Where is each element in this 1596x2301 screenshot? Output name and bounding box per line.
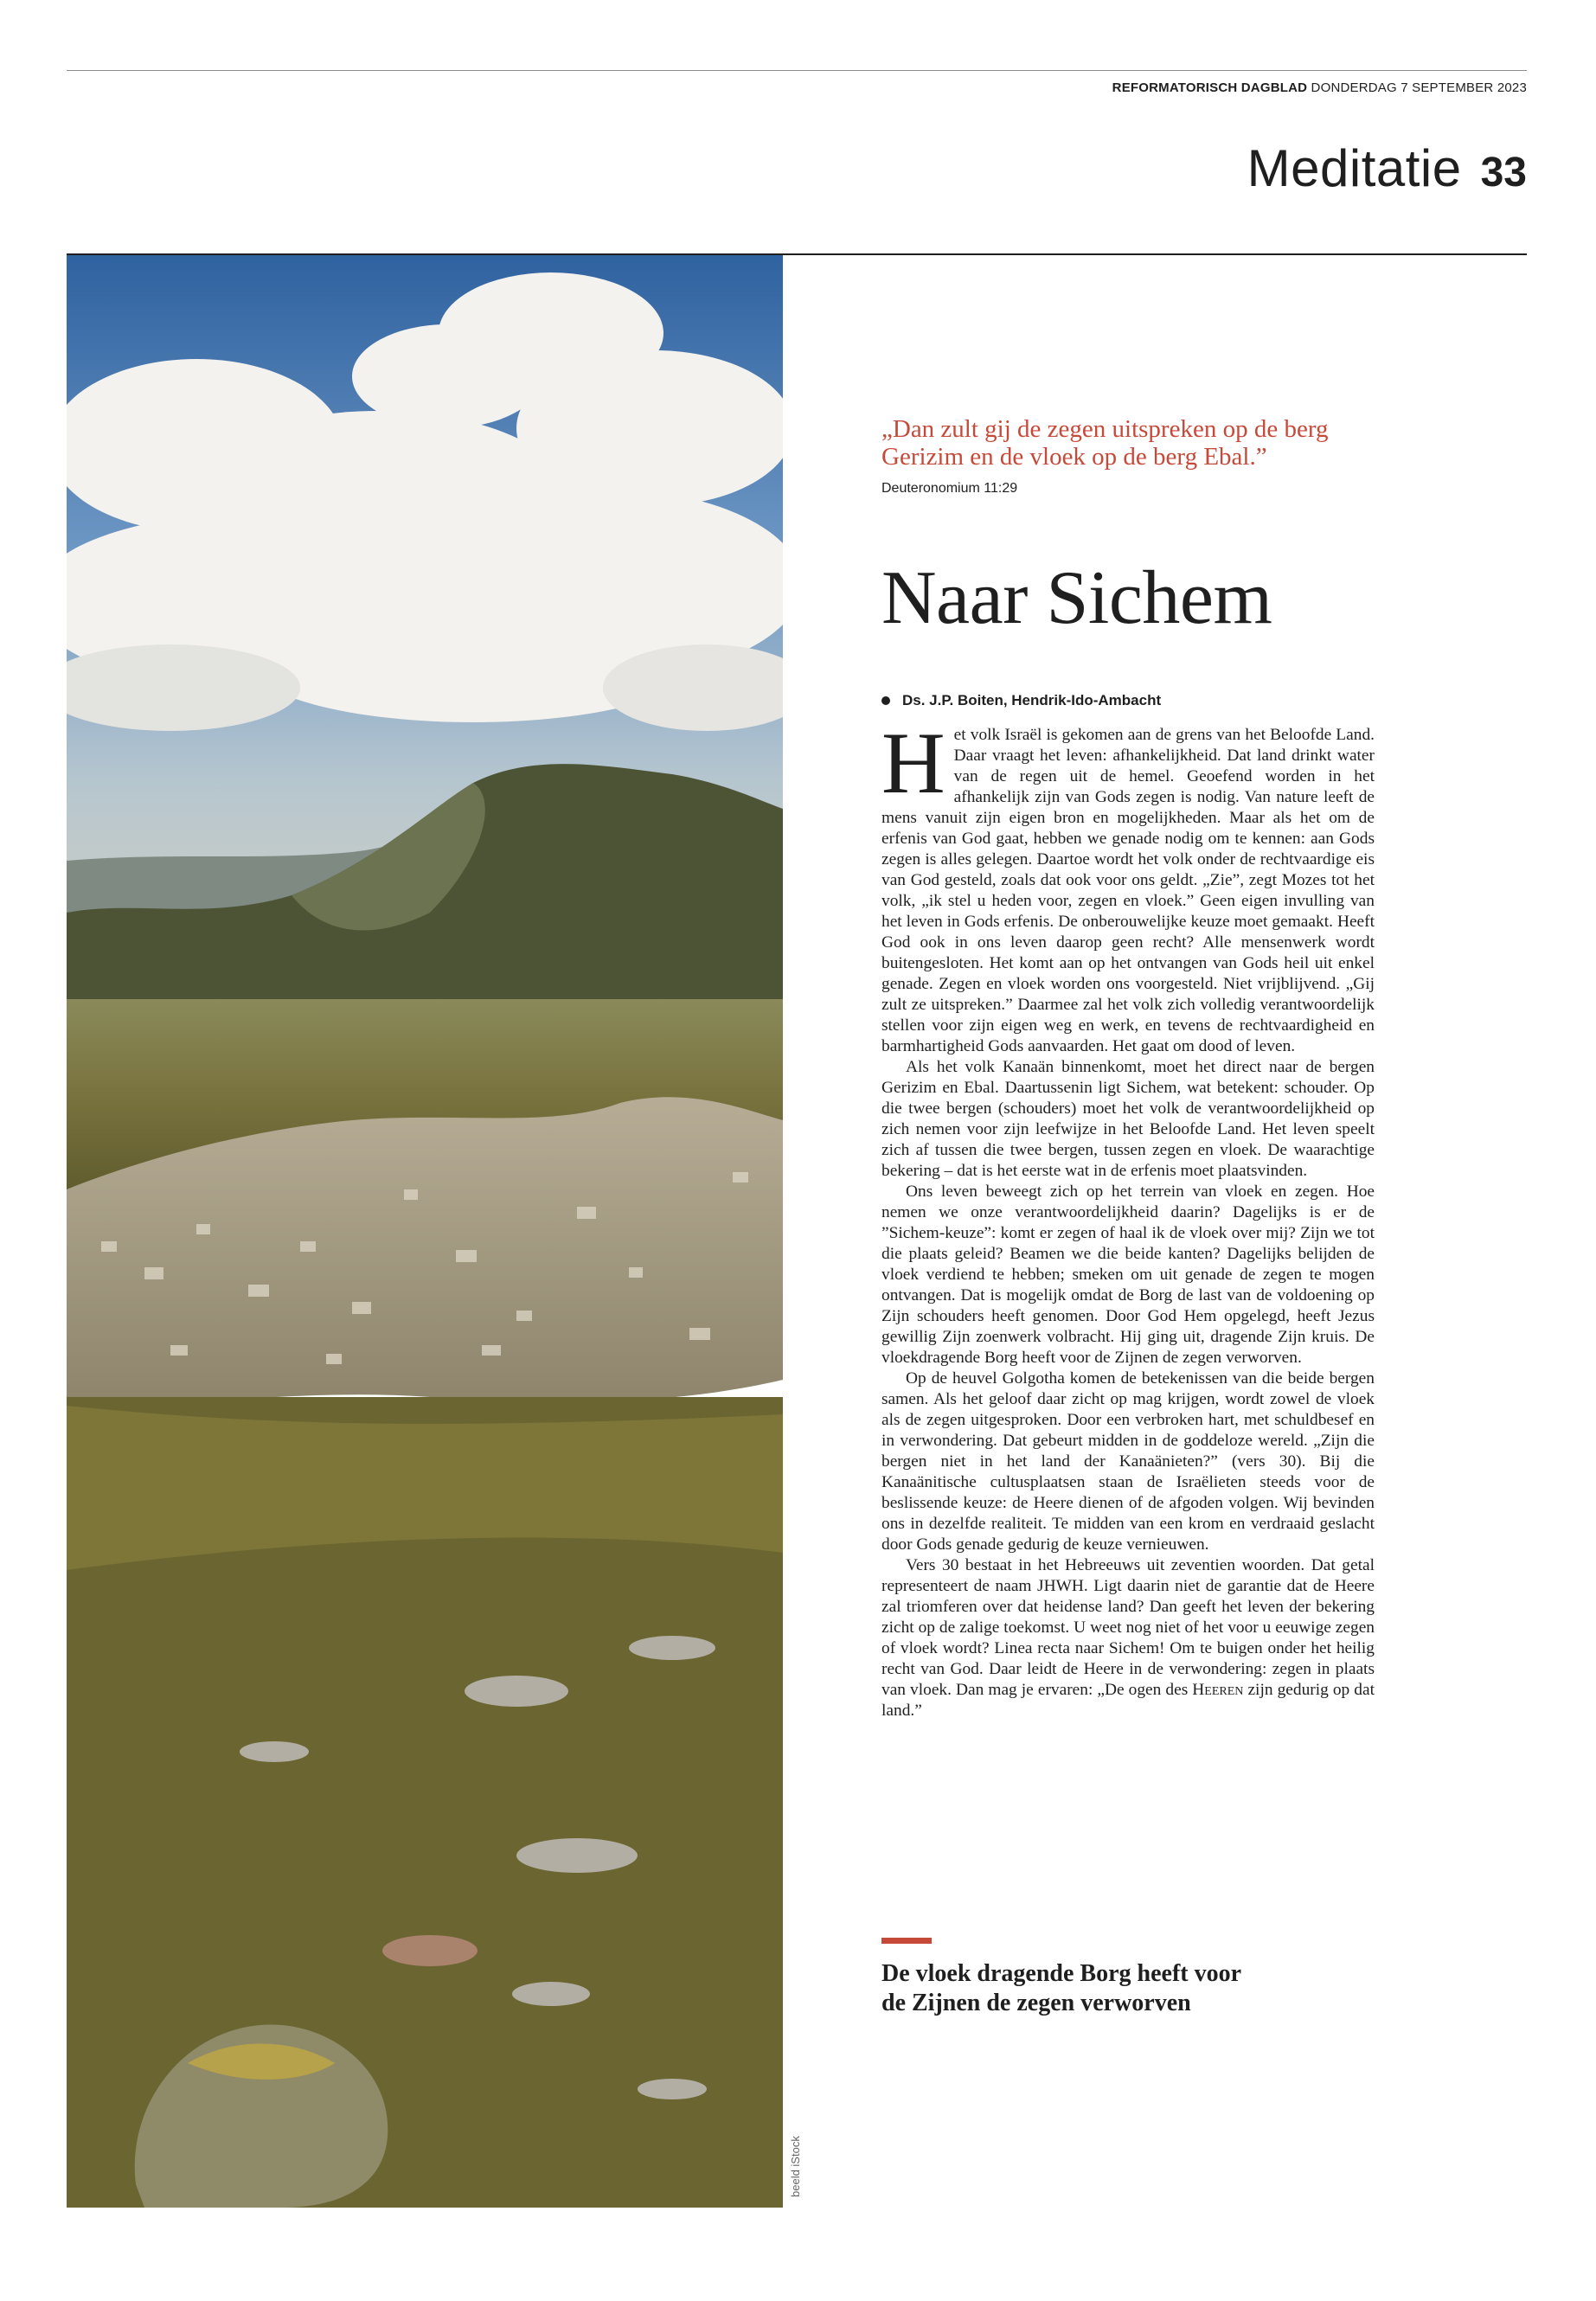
scripture-reference: Deuteronomium 11:29: [881, 481, 1018, 496]
small-caps-word: Heeren: [1192, 1681, 1244, 1699]
pull-quote: De vloek dragende Borg heeft voor de Zijnen de zegen verworven: [881, 1960, 1241, 2016]
author: Ds. J.P. Boiten, Hendrik-Ido-Ambacht: [902, 692, 1162, 708]
paragraph-text: et volk Israël is gekomen aan de grens van het Beloofde Land. Daar vraagt het leven: afhankelijkheid. Dat land drinkt water van de regen uit de hemel. Geoefend worden in het afhankelijk zijn van Gods zegen is nodig. Van nature leeft de mens vanuit zijn eigen bron en mogelijkheden. Maar als het om de erfenis van God gaat, hebben we genade nodig om te kennen: aan Gods zegen is alles gelegen. Daartoe wordt het volk onder de rechtvaardige eis van God gesteld, zoals dat ook voor ons geldt. „Zie”, zegt Mozes tot het volk, „ik stel u heden voor, zegen en vloek.” Geen eigen invulling van het leven in Gods erfenis. De onberouwelijke keuze moet gemaakt. Heeft God ook in ons leven daarop geen recht? Alle mensenwerk wordt buitengesloten. Het komt aan op het ontvangen van Gods heil uit enkel genade. Zegen en vloek worden ons voorgesteld. Niet vrijblijvend. „Gij zult ze uitspreken.” Daarmee zal het volk zich volledig verantwoordelijk stellen voor zijn eigen weg en werk, en tevens de rechtvaardigheid en barmhartigheid Gods aanvaarden. Het gaat om dood of leven.: [881, 726, 1375, 1055]
paragraph: Ons leven beweegt zich op het terrein van vloek en zegen. Hoe nemen we onze verantwoordelijkheid daarin? Dagelijks is er de ”Sichem-keuze”: komt er zegen of haal ik de vloek over mij? Zijn we tot die plaats geleid? Beamen we die beide kanten? Dagelijks belijden de vloek verdiend te hebben; smeken om uit genade de zegen te mogen ontvangen. Dat is mogelijk omdat de Borg de last van de voldoening op Zijn schouders heeft genomen. Door God Hem opgelegd, heeft Jezus gewillig Zijn zoenwerk volbracht. Hij ging uit, dragende Zijn kruis. De vloekdragende Borg heeft voor de Zijnen de zegen verworven.: [881, 1183, 1375, 1367]
article-headline: Naar Sichem: [881, 556, 1272, 640]
page-number: 33: [1480, 150, 1527, 195]
paragraph-text: Vers 30 bestaat in het Hebreeuws uit zeventien woorden. Dat getal representeert de naam JHWH. Ligt daarin niet de garantie dat de Heere zal triomferen over dat heidense land? Dan geeft het leven der bekering zicht op de zalige toekomst. U weet nog niet of het voor u eeuwige zegen of vloek wordt? Linea recta naar Sichem! Om te buigen onder het heilig recht van God. Daar leidt de Heere in de verwondering: zegen in plaats van vloek. Dan mag je ervaren: „De ogen des: [881, 1556, 1375, 1699]
bullet-icon: [881, 696, 890, 705]
publication-date: DONDERDAG 7 SEPTEMBER 2023: [1311, 80, 1527, 95]
paragraph-text: zijn gedurig op dat land.”: [881, 1681, 1375, 1720]
photo-credit: beeld iStock: [789, 2136, 802, 2197]
landscape-photo: [67, 255, 783, 2208]
article-body: [881, 715, 1375, 1721]
pull-quote-bar: [881, 1938, 932, 1944]
masthead: [1112, 80, 1527, 95]
article: [881, 415, 1375, 1721]
section-title: Meditatie: [1247, 139, 1462, 197]
byline: [881, 692, 1375, 709]
scripture-quote: „Dan zult gij de zegen uitspreken op de berg Gerizim en de vloek op de berg Ebal.”: [881, 415, 1329, 471]
paragraph: Op de heuvel Golgotha komen de betekenissen van die beide bergen samen. Als het geloof daar zicht op mag krijgen, wordt zowel de vloek als de zegen uitgesproken. Door een verbroken hart, met schuldbesef en in verwondering. Dat gebeurt midden in de goddeloze wereld. „Zijn die bergen niet in het land der Kanaänieten?” (vers 30). Bij die Kanaänitische cultusplaatsen staan de Israëlieten steeds voor de beslissende keuze: de Heere dienen of de afgoden volgen. Wij bevinden ons in dezelfde realiteit. Te midden van een krom en verdraaid geslacht door Gods genade gedurig de keuze vernieuwen.: [881, 1369, 1375, 1554]
publication-name: REFORMATORISCH DAGBLAD: [1112, 80, 1308, 95]
section-header: [1247, 138, 1527, 198]
dropcap: H: [881, 715, 945, 812]
paragraph: [881, 715, 1375, 1057]
paragraph: [881, 1555, 1375, 1721]
landscape-illustration: [67, 255, 783, 2208]
top-rule: [67, 70, 1527, 71]
paragraph: Als het volk Kanaän binnenkomt, moet het direct naar de bergen Gerizim en Ebal. Daartussenin ligt Sichem, wat betekent: schouder. Op die twee bergen (schouders) moet het volk de verantwoordelijkheid op zich nemen voor zijn leefwijze in het Beloofde Land. Het leven speelt zich af tussen die twee bergen, tussen zegen en vloek. De waarachtige bekering – dat is het eerste wat in de erfenis moet plaatsvinden.: [881, 1058, 1375, 1180]
